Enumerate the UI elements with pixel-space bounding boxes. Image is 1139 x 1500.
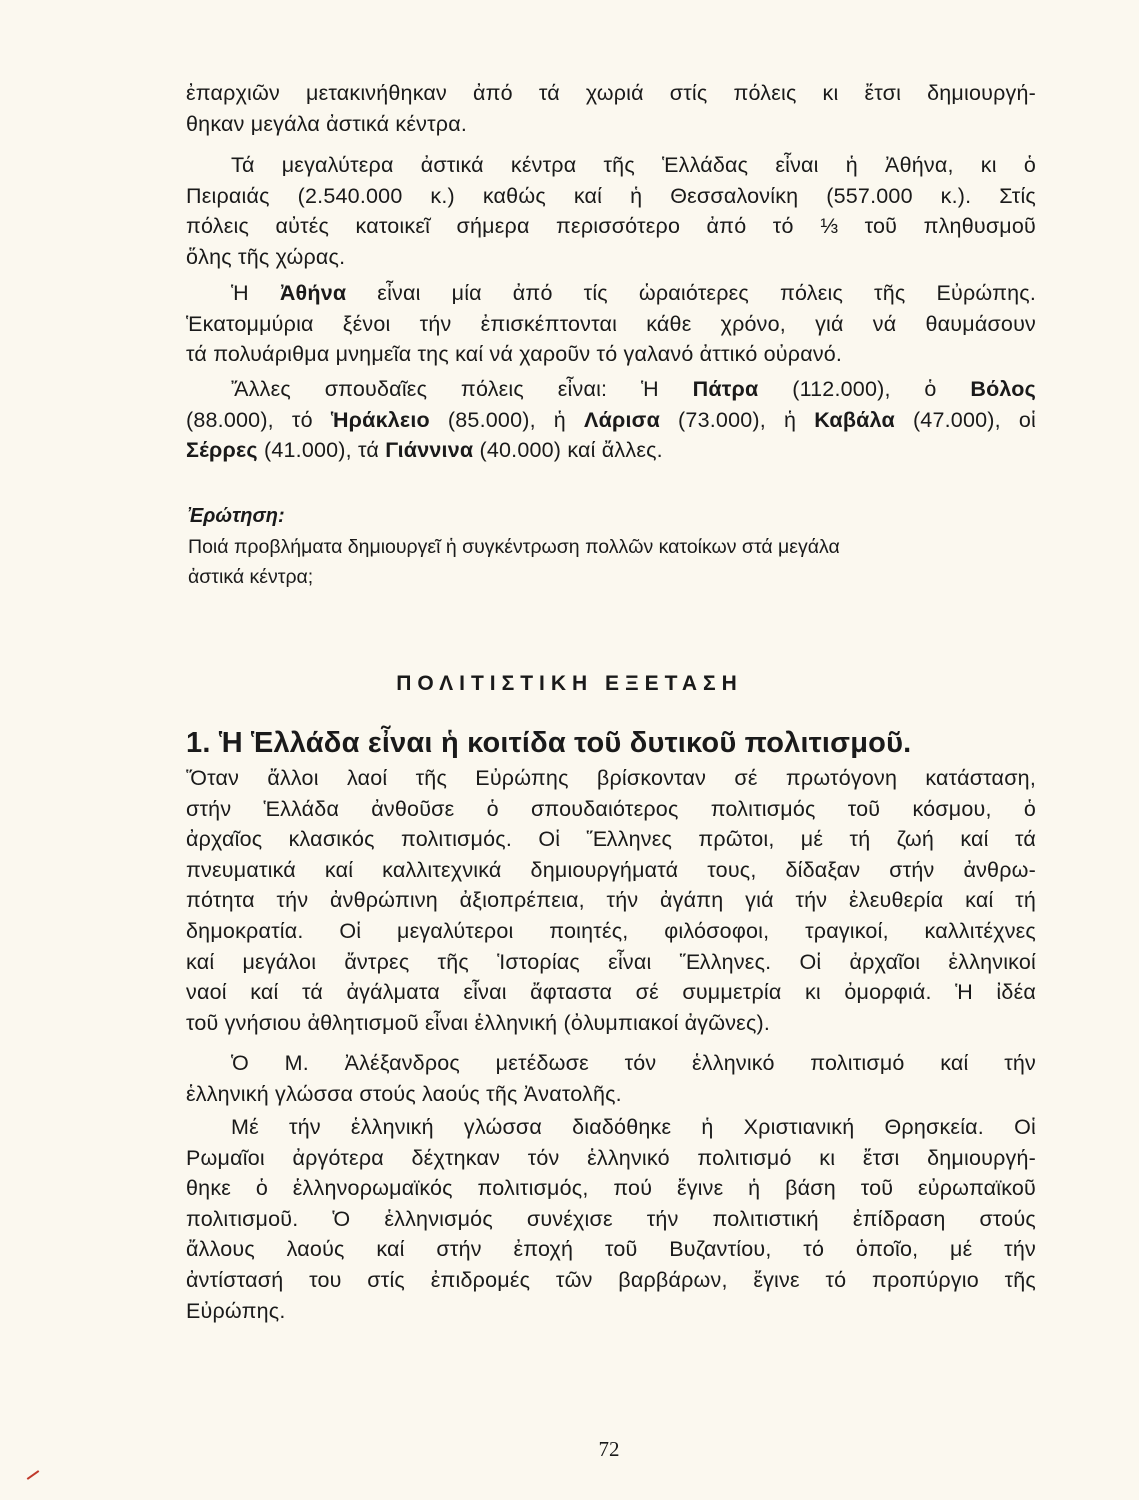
text-fragment: Ἄλλες σπουδαῖες πόλεις εἶναι: Ἡ (231, 377, 693, 401)
text-line (186, 405, 1036, 436)
text-line: Ὁ Μ. Ἀλέξανδρος μετέδωσε τόν ἑλληνικό πολιτισμό καί τήν (231, 1051, 1036, 1075)
text-fragment: (47.000), οἱ (894, 407, 1036, 432)
text-line: πολιτισμοῦ. Ὁ ἑλληνισμός συνέχισε τήν πολιτιστική ἐπίδραση στούς (186, 1206, 1036, 1231)
text-line: Τά μεγαλύτερα ἀστικά κέντρα τῆς Ἑλλάδας εἶναι ἡ Ἀθήνα, κι ὁ (231, 153, 1036, 177)
text-line: τά πολυάριθμα μνημεῖα της καί νά χαροῦν τό γαλανό ἀττικό οὐρανό. (186, 342, 843, 367)
city-larisa: Λάρισα (584, 407, 660, 432)
text-line: ἐπαρχιῶν μετακινήθηκαν ἀπό τά χωριά στίς πόλεις κι ἔτσι δημιουργή- (186, 81, 1036, 105)
city-ioannina: Γιάννινα (385, 438, 474, 463)
text-line: καί μεγάλοι ἄντρες τῆς Ἱστορίας εἶναι Ἕλληνες. Οἱ ἀρχαῖοι ἑλληνικοί (186, 949, 1036, 974)
text-line: Ποιά προβλήματα δημιουργεῖ ἡ συγκέντρωση πολλῶν κατοίκων στά μεγάλα (188, 536, 840, 558)
text-line: θηκε ὁ ἑλληνορωμαϊκός πολιτισμός, πού ἔγινε ἡ βάση τοῦ εὐρωπαϊκοῦ (186, 1176, 1036, 1201)
text-fragment: (40.000) καί ἄλλες. (473, 438, 663, 463)
section-title: ΠΟΛΙΤΙΣΤΙΚΗ ΕΞΕΤΑΣΗ (396, 672, 743, 695)
text-line: τοῦ γνήσιου ἀθλητισμοῦ εἶναι ἑλληνική (ὀλυμπιακοί ἀγῶνες). (186, 1010, 771, 1035)
text-line: ὅλης τῆς χώρας. (186, 244, 346, 269)
chapter-heading: 1. Ἡ Ἑλλάδα εἶναι ἡ κοιτίδα τοῦ δυτικοῦ πολιτισμοῦ. (186, 727, 912, 759)
text-line: ἄλλους λαούς καί στήν ἐποχή τοῦ Βυζαντίου, τό ὁποῖο, μέ τήν (186, 1237, 1036, 1262)
city-athens: Ἀθήνα (279, 281, 347, 305)
question-text (188, 532, 1038, 592)
other-cities-paragraph (186, 374, 1036, 466)
text-line: δημοκρατία. Οἱ μεγαλύτεροι ποιητές, φιλόσοφοι, τραγικοί, καλλιτέχνες (186, 918, 1036, 943)
text-line (186, 374, 1036, 405)
text-line: στήν Ἑλλάδα ἀνθοῦσε ὁ σπουδαιότερος πολιτισμός τοῦ κόσμου, ὁ (186, 796, 1036, 821)
text-line: ἀρχαῖος κλασικός πολιτισμός. Οἱ Ἕλληνες πρῶτοι, μέ τή ζωή καί τά (186, 827, 1036, 852)
cities-paragraph (186, 150, 1036, 272)
text-fragment: (41.000), τά (257, 438, 386, 463)
text-line: Εὐρώπης. (186, 1298, 286, 1323)
text-line: Μέ τήν ἑλληνική γλώσσα διαδόθηκε ἡ Χριστιανική Θρησκεία. Οἱ (231, 1115, 1036, 1139)
text-line: Ὅταν ἄλλοι λαοί τῆς Εὐρώπης βρίσκονταν σέ πρωτόγονη κατάσταση, (186, 766, 1036, 790)
text-fragment: (112.000), ὁ (758, 377, 971, 401)
pen-mark (27, 1470, 40, 1480)
page-number: 72 (598, 1437, 620, 1461)
text-line: ἀστικά κέντρα; (188, 566, 314, 588)
christianity-paragraph (186, 1112, 1036, 1326)
text-line: Πειραιάς (2.540.000 κ.) καθώς καί ἡ Θεσσαλονίκη (557.000 κ.). Στίς (186, 183, 1036, 208)
text-fragment: Ἡ (231, 281, 280, 305)
city-volos: Βόλος (970, 377, 1037, 401)
question-label: Ἐρώτηση: (188, 505, 285, 527)
text-line: Ἑκατομμύρια ξένοι τήν ἐπισκέπτονται κάθε χρόνο, γιά νά θαυμάσουν (186, 311, 1036, 336)
culture-paragraph (186, 763, 1036, 1038)
city-heraklion: Ἡράκλειο (330, 407, 430, 432)
text-fragment: (73.000), ἡ (660, 407, 815, 432)
city-patra: Πάτρα (692, 377, 759, 401)
text-line: πνευματικά καί καλλιτεχνικά δημιουργήματά τους, δίδαξαν στήν ἀνθρω- (186, 857, 1036, 882)
text-line: πόλεις αὐτές κατοικεῖ σήμερα περισσότερο ἀπό τό ⅓ τοῦ πληθυσμοῦ (186, 214, 1036, 239)
text-line: ἑλληνική γλώσσα στούς λαούς τῆς Ἀνατολῆς. (186, 1081, 622, 1106)
text-line (186, 278, 1036, 309)
city-kavala: Καβάλα (814, 407, 895, 432)
text-line: πότητα τήν ἀνθρώπινη ἀξιοπρέπεια, τήν ἀγάπη γιά τήν ἐλευθερία καί τή (186, 888, 1036, 913)
text-fragment: (85.000), ἡ (429, 407, 585, 432)
text-line: ναοί καί τά ἀγάλματα εἶναι ἄφταστα σέ συμμετρία κι ὀμορφιά. Ἡ ἰδέα (186, 980, 1036, 1005)
text-line: ἀντίστασή του στίς ἐπιδρομές τῶν βαρβάρων, ἔγινε τό προπύργιο τῆς (186, 1267, 1036, 1292)
text-fragment: εἶναι μία ἀπό τίς ὡραιότερες πόλεις τῆς Εὐρώπης. (346, 281, 1036, 305)
text-line: Ρωμαῖοι ἀργότερα δέχτηκαν τόν ἑλληνικό πολιτισμό κι ἔτσι δημιουργή- (186, 1145, 1036, 1170)
city-serres: Σέρρες (186, 438, 258, 463)
alexander-paragraph (186, 1048, 1036, 1109)
text-line: θηκαν μεγάλα ἀστικά κέντρα. (186, 111, 468, 136)
text-fragment: (88.000), τό (186, 407, 331, 432)
athens-paragraph (186, 278, 1036, 370)
text-line (186, 435, 1036, 466)
intro-paragraph (186, 78, 1036, 139)
